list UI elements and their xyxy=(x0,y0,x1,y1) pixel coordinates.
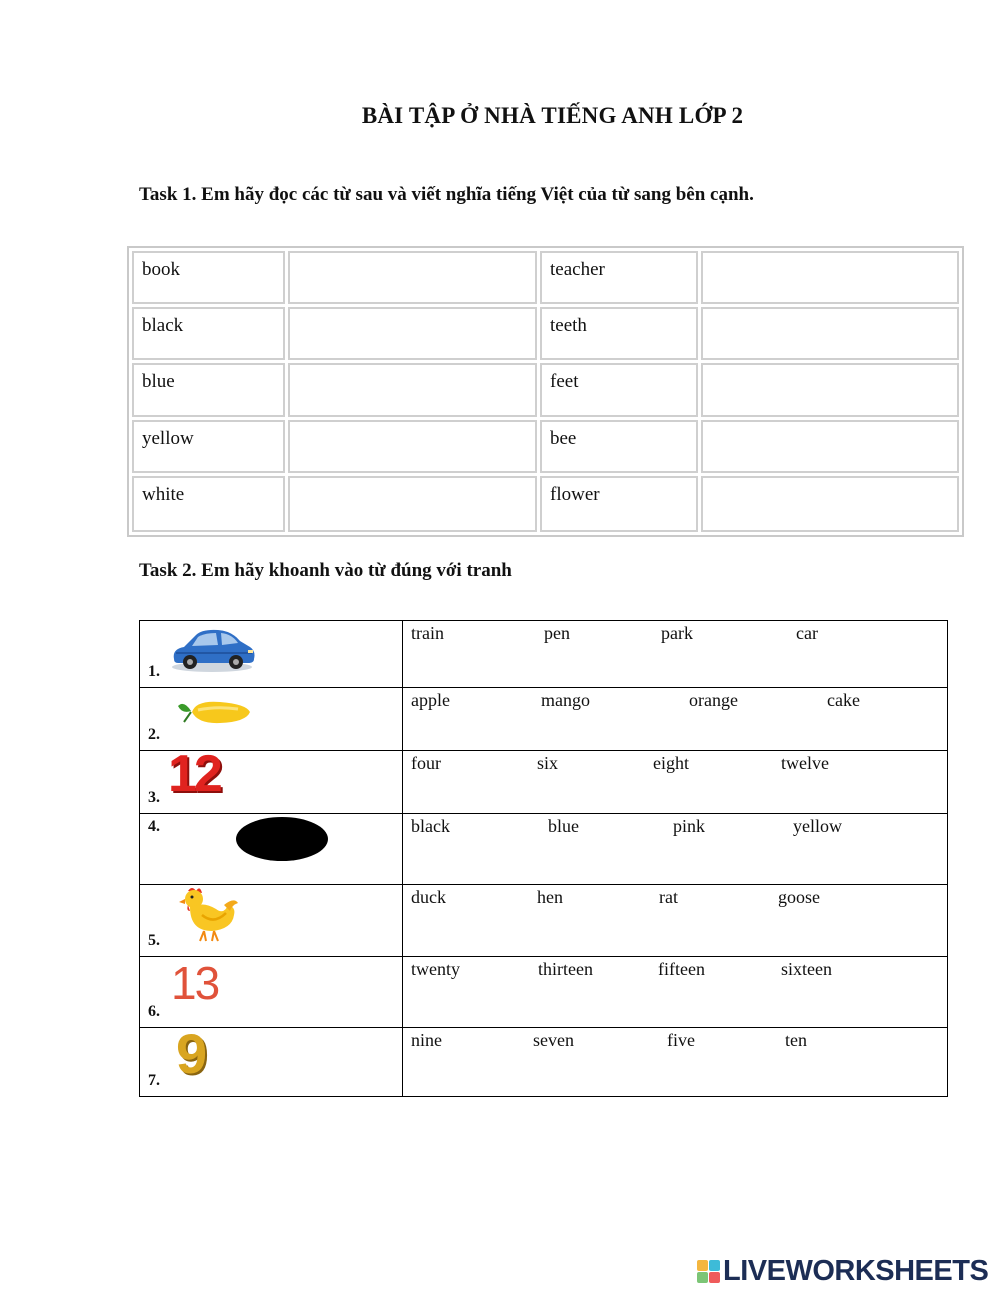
task1-answer-cell[interactable] xyxy=(288,420,537,473)
picture-cell xyxy=(140,745,403,814)
picture-cell xyxy=(140,885,403,957)
option-word[interactable]: four xyxy=(411,753,441,773)
options-cell xyxy=(403,688,948,751)
row-number: 4. xyxy=(148,818,160,835)
task1-word: bee xyxy=(540,420,698,473)
logo-square xyxy=(697,1260,708,1271)
black-oval-icon xyxy=(235,816,329,867)
option-word[interactable]: goose xyxy=(778,887,820,907)
options-cell xyxy=(403,621,948,688)
liveworksheets-logo xyxy=(697,1255,988,1288)
option-word[interactable]: orange xyxy=(689,690,738,710)
row-number: 2. xyxy=(148,726,160,743)
row-number: 6. xyxy=(148,1003,160,1020)
row-number: 1. xyxy=(148,663,160,680)
hen-icon xyxy=(176,885,240,948)
option-word[interactable]: apple xyxy=(411,690,450,710)
picture-cell xyxy=(140,621,403,688)
row-number: 3. xyxy=(148,789,160,806)
option-word[interactable]: thirteen xyxy=(538,959,593,979)
number-13-icon: 13 xyxy=(171,957,219,1009)
task1-word: white xyxy=(132,476,285,532)
option-word[interactable]: blue xyxy=(548,816,579,836)
task1-answer-cell[interactable] xyxy=(288,363,537,416)
option-word[interactable]: hen xyxy=(537,887,563,907)
option-word[interactable]: pen xyxy=(544,623,570,643)
picture-cell xyxy=(140,688,403,751)
option-word[interactable]: nine xyxy=(411,1030,442,1050)
option-word[interactable]: fifteen xyxy=(658,959,705,979)
option-word[interactable]: rat xyxy=(659,887,678,907)
row-number: 5. xyxy=(148,932,160,949)
task1-word: flower xyxy=(540,476,698,532)
task1-answer-cell[interactable] xyxy=(701,307,959,360)
logo-mark-icon xyxy=(697,1260,720,1283)
option-word[interactable]: eight xyxy=(653,753,689,773)
task1-answer-cell[interactable] xyxy=(288,307,537,360)
task1-answer-cell[interactable] xyxy=(701,363,959,416)
option-word[interactable]: five xyxy=(667,1030,695,1050)
option-word[interactable]: sixteen xyxy=(781,959,832,979)
option-word[interactable]: black xyxy=(411,816,450,836)
option-word[interactable]: ten xyxy=(785,1030,807,1050)
option-word[interactable]: train xyxy=(411,623,444,643)
task1-word: blue xyxy=(132,363,285,416)
option-word[interactable]: car xyxy=(796,623,818,643)
logo-square xyxy=(709,1272,720,1283)
task1-word: feet xyxy=(540,363,698,416)
mango-icon xyxy=(176,696,252,733)
page-title: BÀI TẬP Ở NHÀ TIẾNG ANH LỚP 2 xyxy=(361,103,744,128)
task1-table xyxy=(127,246,964,537)
task2-heading: Task 2. Em hãy khoanh vào từ đúng với tranh xyxy=(139,560,512,581)
number-9-icon: 9 xyxy=(176,1022,208,1085)
logo-text: LIVEWORKSHEETS xyxy=(723,1255,989,1287)
options-cell xyxy=(403,957,948,1028)
option-word[interactable]: cake xyxy=(827,690,860,710)
task1-answer-cell[interactable] xyxy=(701,251,959,304)
option-word[interactable]: mango xyxy=(541,690,590,710)
options-cell xyxy=(403,885,948,957)
logo-square xyxy=(697,1272,708,1283)
logo-square xyxy=(709,1260,720,1271)
options-cell xyxy=(403,751,948,814)
option-word[interactable]: duck xyxy=(411,887,446,907)
option-word[interactable]: pink xyxy=(673,816,706,836)
option-word[interactable]: twelve xyxy=(781,753,829,773)
task1-answer-cell[interactable] xyxy=(288,476,537,532)
task1-answer-cell[interactable] xyxy=(701,420,959,473)
option-word[interactable]: yellow xyxy=(793,816,842,836)
picture-cell xyxy=(140,957,403,1028)
picture-cell xyxy=(140,1022,403,1097)
task1-word: black xyxy=(132,307,285,360)
options-cell xyxy=(403,1028,948,1097)
number-12-icon: 12 xyxy=(168,745,220,803)
task1-heading: Task 1. Em hãy đọc các từ sau và viết nghĩa tiếng Việt của từ sang bên cạnh. xyxy=(139,184,754,205)
task1-answer-cell[interactable] xyxy=(288,251,537,304)
picture-cell xyxy=(140,814,403,885)
option-word[interactable]: six xyxy=(537,753,559,773)
task1-word: teeth xyxy=(540,307,698,360)
option-word[interactable]: seven xyxy=(533,1030,574,1050)
task1-word: yellow xyxy=(132,420,285,473)
task1-word: teacher xyxy=(540,251,698,304)
task1-answer-cell[interactable] xyxy=(701,476,959,532)
options-cell xyxy=(403,814,948,885)
row-number: 7. xyxy=(148,1072,160,1089)
task2-table xyxy=(139,620,948,1097)
task1-word: book xyxy=(132,251,285,304)
car-icon xyxy=(168,623,256,678)
option-word[interactable]: twenty xyxy=(411,959,460,979)
option-word[interactable]: park xyxy=(661,623,693,643)
